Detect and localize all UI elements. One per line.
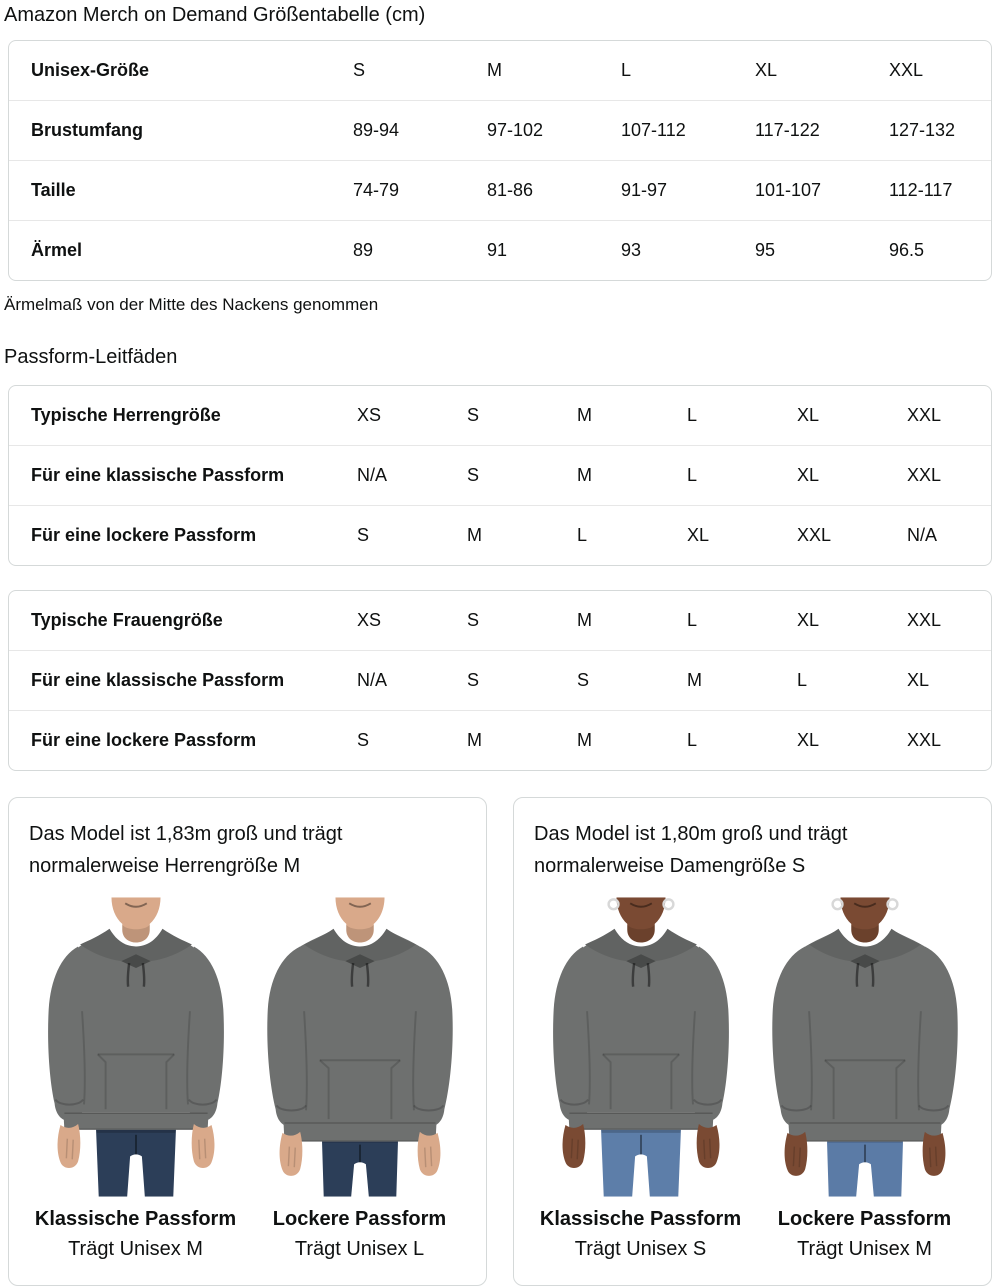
size-cell: M [467,525,482,545]
sleeve-measure-note: Ärmelmaß von der Mitte des Nackens genommen [4,295,379,314]
mens-classic-model-photo [33,896,239,1198]
size-cell: XXL [889,60,924,80]
size-cell: XXL [797,525,832,545]
table-row [9,41,991,100]
size-label: Trägt Unisex S [574,1238,707,1260]
size-cell: L [621,60,632,80]
model-photos [29,896,466,1261]
size-chart-page [0,2,1000,1286]
size-cell: S [357,525,370,545]
size-cell: S [467,670,480,690]
size-cell: S [467,405,480,425]
size-cell: M [687,670,702,690]
size-cell: 127-132 [889,120,956,140]
mens-classic-fit-figure [33,896,239,1261]
size-cell: N/A [357,670,388,690]
size-cell: S [353,60,366,80]
mens-model-card [8,797,487,1286]
mens-loose-fit-figure [257,896,463,1261]
fit-label: Lockere Passform [272,1208,447,1230]
size-cell: M [577,610,592,630]
row-label: Brustumfang [31,120,143,140]
table-row [9,100,991,160]
model-description: Das Model ist 1,83m groß und trägt normalerweise Herrengröße M [29,823,343,877]
size-cell: S [467,465,480,485]
table-row [9,710,991,770]
row-label: Typische Herrengröße [31,405,221,425]
size-cell: 89-94 [353,120,400,140]
size-cell: 93 [621,240,642,260]
size-cell: S [577,670,590,690]
size-cell: 74-79 [353,180,400,200]
mens-loose-model-photo [257,896,463,1198]
size-cell: 107-112 [621,120,686,140]
model-cards-row [8,797,992,1286]
size-cell: S [467,610,480,630]
size-cell: M [577,405,592,425]
row-label: Ärmel [31,240,83,260]
row-label: Für eine lockere Passform [31,525,257,545]
size-cell: 91 [487,240,508,260]
fit-label: Klassische Passform [34,1208,237,1230]
size-cell: 96.5 [889,240,925,260]
table-row [9,505,991,565]
mens-fit-table [8,385,992,566]
size-cell: M [577,465,592,485]
row-label: Taille [31,180,76,200]
unisex-size-table [8,40,992,281]
row-label: Für eine klassische Passform [31,670,285,690]
size-cell: 81-86 [487,180,534,200]
page-title: Amazon Merch on Demand Größentabelle (cm) [4,4,426,26]
size-cell: M [467,730,482,750]
size-cell: L [577,525,588,545]
row-label: Unisex-Größe [31,60,150,80]
size-cell: N/A [907,525,938,545]
size-cell: 89 [353,240,374,260]
fit-label: Lockere Passform [777,1208,952,1230]
size-cell: L [687,730,698,750]
size-cell: 101-107 [755,180,822,200]
size-cell: N/A [357,465,388,485]
table-row [9,386,991,445]
size-cell: 117-122 [755,120,820,140]
size-cell: 112-117 [889,180,953,200]
size-cell: XL [687,525,710,545]
womens-classic-fit-figure [538,896,744,1261]
size-cell: XL [797,730,820,750]
size-label: Trägt Unisex M [68,1238,203,1260]
size-cell: M [487,60,502,80]
size-cell: XL [907,670,930,690]
size-cell: L [687,405,698,425]
table-row [9,650,991,710]
size-cell: L [687,465,698,485]
womens-loose-fit-figure [762,896,968,1261]
size-cell: M [577,730,592,750]
size-cell: 91-97 [621,180,668,200]
size-cell: XL [755,60,778,80]
model-description: Das Model ist 1,80m groß und trägt normalerweise Damengröße S [534,823,848,877]
size-cell: L [687,610,698,630]
size-cell: XS [357,405,382,425]
row-label: Für eine klassische Passform [31,465,285,485]
size-cell: XS [357,610,382,630]
fit-guides-heading: Passform-Leitfäden [4,346,178,368]
size-cell: L [797,670,808,690]
size-label: Trägt Unisex L [294,1238,425,1260]
size-cell: XL [797,465,820,485]
womens-model-card [513,797,992,1286]
model-photos [534,896,971,1261]
size-cell: XXL [907,610,942,630]
row-label: Typische Frauengröße [31,610,223,630]
womens-loose-model-photo [762,896,968,1198]
size-cell: XL [797,610,820,630]
womens-classic-model-photo [538,896,744,1198]
size-cell: XXL [907,465,942,485]
size-cell: XXL [907,405,942,425]
size-cell: XXL [907,730,942,750]
size-cell: XL [797,405,820,425]
size-label: Trägt Unisex M [797,1238,932,1260]
table-row [9,220,991,280]
table-row [9,160,991,220]
size-cell: 95 [755,240,776,260]
size-cell: 97-102 [487,120,544,140]
table-row [9,445,991,505]
size-cell: S [357,730,370,750]
row-label: Für eine lockere Passform [31,730,257,750]
table-row [9,591,991,650]
womens-fit-table [8,590,992,771]
fit-label: Klassische Passform [539,1208,742,1230]
